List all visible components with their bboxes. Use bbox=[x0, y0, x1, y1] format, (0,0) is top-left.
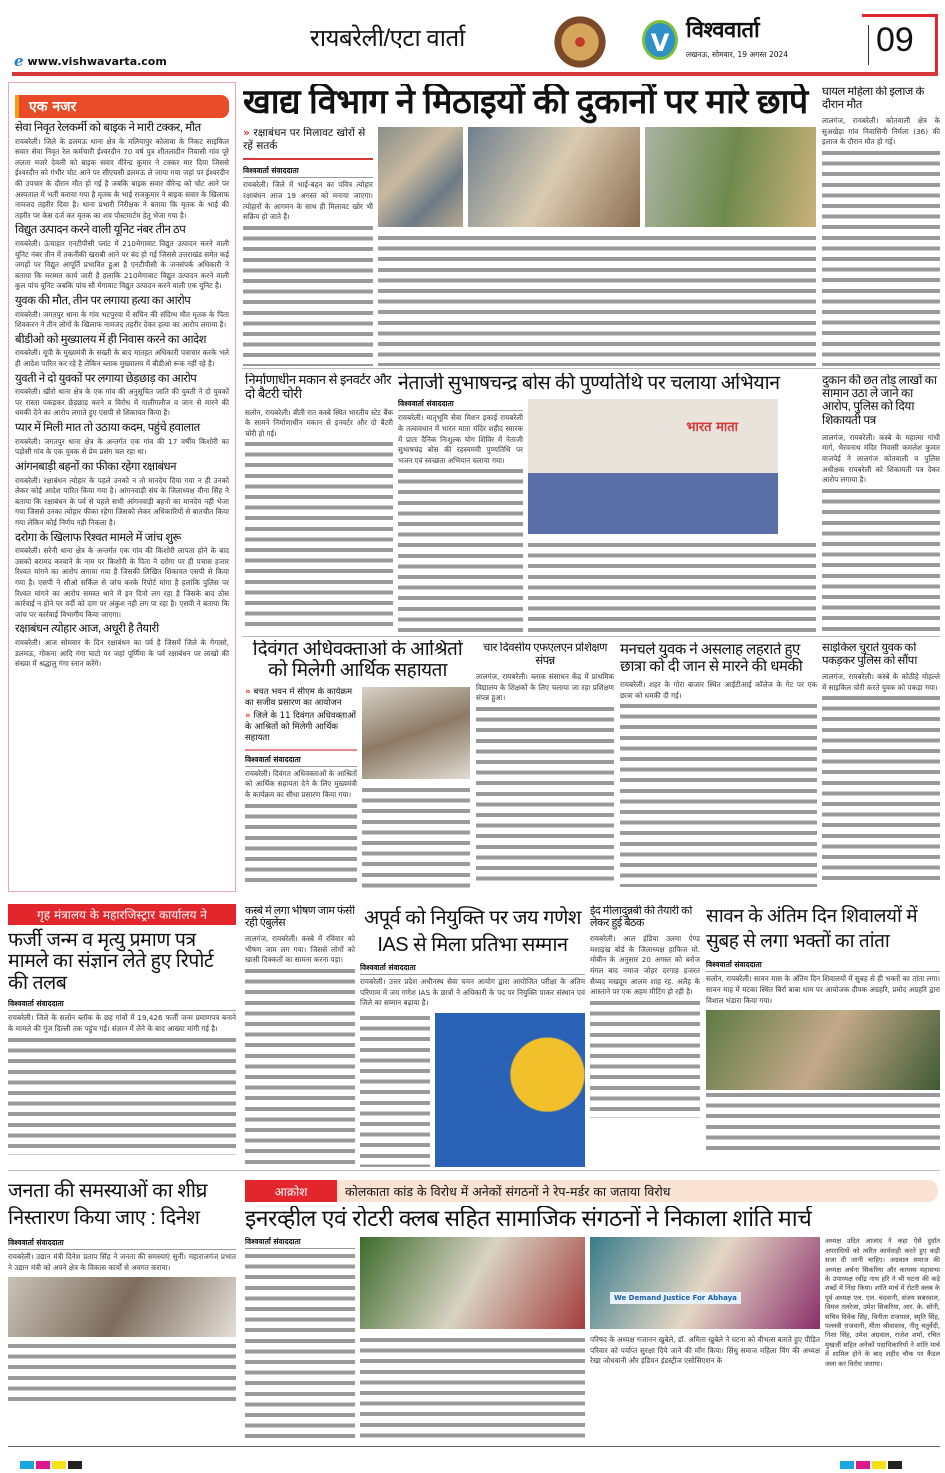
text-lines bbox=[8, 1341, 236, 1401]
article-headline: चार दिवसीय एफएलएन प्रशिक्षण संपन्न bbox=[483, 642, 607, 667]
text-lines bbox=[476, 704, 614, 887]
article-janata bbox=[8, 1178, 236, 1443]
aakrosh-kicker: कोलकाता कांड के विरोध में अनेकों संगठनों ने रेप-मर्डर का जताया विरोध bbox=[345, 1183, 671, 1199]
text-lines bbox=[590, 998, 700, 1118]
article-text: लालगंज, रायबरेली। कस्बे में रविवार को भीषण जाम लग गया। जिससे लोगों को खासी दिक्कतों का सामना करना पड़ा। bbox=[245, 934, 355, 965]
article-text: लालगंज, रायबरेली। कोतवाली क्षेत्र के सुअखेड़ा गांव निवासिनी निर्मला (36) की इलाज के दौरान मौत हो गई। bbox=[822, 116, 940, 147]
article-headline: साइकिल चुराते युवक को पकड़कर पुलिस को सौंपा bbox=[822, 642, 917, 667]
nazar-text: रायबरेली। रक्षाबंधन त्योहार के पहले उनको न तो मानदेय दिया गया न ही उनको लेकर कोई आदेश पारित किया गया है। आंगनवाड़ी संघ के जिलाध्यक्ष वीना सिंह ने बताया कि रक्षाबंधन के पर्व से पहले सभी आंगनवाड़ी बहनो का मानदेय नही भेजा गया जिससे उनका त्योहार फीका रहेगा जिसको लेकर अधिकारियों से बातचीत किया गया लेकिन कोई निर्णय नही निकला है। bbox=[15, 475, 229, 527]
bullet-text: जिले के 11 दिवंगत अधिवक्ताओं के आश्रितों को मिलेगी आर्थिक सहायता bbox=[245, 710, 356, 743]
aakrosh-tag: आक्रोश bbox=[245, 1180, 337, 1202]
browser-icon: e bbox=[14, 52, 24, 70]
article-netaji bbox=[398, 373, 816, 633]
ek-nazar-banner: एक नजर bbox=[15, 95, 229, 118]
netaji-photo bbox=[528, 399, 778, 534]
lead-photo-2 bbox=[468, 127, 640, 227]
lead-text: रायबरेली। जिले में भाई-बहन का पवित्र त्योहार रक्षाबंधन आज 19 अगस्त को मनाया जाएगा। त्योहारों के आगमन के साथ ही मिलावट खोर भी सक्रिय हो जाते हैं। bbox=[243, 180, 373, 222]
byline: विश्ववार्ता संवाददाता bbox=[398, 399, 523, 411]
header-rule bbox=[12, 72, 938, 76]
page-number-box bbox=[862, 14, 938, 74]
article-text: रायबरेली। उद्यान मंत्री दिनेश प्रताप सिंह ने जनता की समस्याएं सुनीं। महाराजगंज प्रभात ने उद्यान मंत्री को अपने क्षेत्र के विकास कार्यों से अवगत कराया। bbox=[8, 1252, 236, 1272]
nazar-text: रायबरेली। आज सोमवार के दिन रक्षाबंधन का पर्व है जिसमें जिले के गेगासो, डलमऊ, गोकना आदि गंगा घाटो पर जहां पूर्णिमा के पर्व रक्षाबंधन पर लाखो की संख्या में श्रद्धालु गंगा स्नान करेंगे। bbox=[15, 637, 229, 669]
lead-photo-3 bbox=[645, 127, 817, 227]
nazar-headline: बीडीओ को मुख्यालय में ही निवास करने का आदेश bbox=[15, 333, 206, 346]
article-fake-certificates bbox=[8, 904, 236, 1166]
netaji-headline: नेताजी सुभाषचन्द्र बोस की पुण्यतिथि पर चलाया अभियान bbox=[398, 373, 780, 394]
nazar-text: रायबरेली। खीरो थाना क्षेत्र के एक गांव की अनुसूचित जाति की युवती ने दो युवकों पर रास्ता पकड़कर छेड़छाड़ करने व विरोध में गालीगलौज व जान से मारने की धमकी देने का आरोप लगाते हुए एसपी से शिकायत किया है। bbox=[15, 387, 229, 418]
article-headline: दुकान की छत तोड़ लाखों का सामान उठा ले जाने का आरोप, पुलिस को दिया शिकायती पत्र bbox=[822, 374, 937, 427]
article-aakrosh bbox=[245, 1206, 940, 1444]
apurva-photo bbox=[435, 1013, 585, 1167]
article-text: रायबरेली। जिले के सलोन ब्लॉक के छह गांवों में 19,426 फर्जी जन्म प्रमाणपत्र बनाने के मामले की गूंज दिल्ली तक पहुंच गई। संज्ञान में लेने के बाद आख्या मांगी गई है। bbox=[8, 1013, 236, 1033]
march-photo-1 bbox=[360, 1237, 585, 1329]
aakrosh-left-text bbox=[245, 1237, 355, 1444]
aakrosh-kicker-bar bbox=[245, 1180, 938, 1202]
website-url[interactable]: e www.vishwavarta.com bbox=[14, 52, 167, 70]
article-headline: जनता की समस्याओं का शीघ्र निस्तारण किया जाए : दिनेश bbox=[8, 1180, 207, 1229]
byline: विश्ववार्ता संवाददाता bbox=[360, 963, 585, 975]
byline: विश्ववार्ता संवाददाता bbox=[245, 1237, 355, 1249]
article-text: सलोन, रायबरेली। सावन मास के अंतिम दिन शिवालयों में सुबह से ही भक्तों का तांता लगा। सावन माह में मटका स्थित बिर्रा बाबा धाम पर आयोजक दीपक अग्रहरि, प्रमोद अग्रहरि द्वारा विशाल भंडारा किया गया। bbox=[706, 974, 940, 1005]
dateline: लखनऊ, सोमवार, 19 अगस्त 2024 bbox=[686, 50, 789, 59]
aakrosh-text-2: अध्यक्ष उदित आजाद ने कहा ऐसे दुर्दांत अपराधियों को त्वरित कार्यवाही करते हुए कड़ी सजा दी जानी चाहिए। अग्रवाल समाज की अध्यक्ष अर्चना सिकरिया और कायस्थ महासभा के उपाध्यक्ष रवींद्र नाथ हरि ने भी घटना की कड़े शब्दों में निंदा किया। शांति मार्च में रोटरी क्लब के पूर्व अध्यक्ष एल. एल. चंदवानी, संजय सबरवाल, विमल तलरेजा, उमेश सिकरिया, आर. के. सोनी, सचिव विवेक सिंह, विनीता राजपाल, स्मृति सिंह, पल्लवी राजवानी, मीता श्रीवास्तव, नीतू चतुर्वेदी, निशा सिंह, उमेश अग्रवाल, राजेश शर्मा, रचित मुखर्जी सहित अनेकों पदाधिकारियों ने शांति मार्च में शामिल होने के बाद शहीद चौक पर कैंडल जला कर विरोध जताया। bbox=[825, 1237, 940, 1368]
text-lines bbox=[822, 693, 940, 883]
nazar-headline: प्यार में मिली मात तो उठाया कदम, पहुंचे हवालात bbox=[15, 422, 200, 435]
nazar-headline: रक्षाबंधन त्योहार आज, अधूरी है तैयारी bbox=[15, 623, 159, 636]
nazar-text: रायबरेली। ऊंचाहार एनटीपीसी प्लांट में 210मेगावाट विद्युत उत्पादन करने वाली यूनिट नंबर तीन में तकनीकी खराबी आने पर बंद हो गई जिससे उत्तराखंड समेत कई जगहों पर विद्युत आपूर्ति प्रभावित हुआ है एनटीपीसी के जनसंपर्क अधिकारी ने बताया कि मरम्मत कार्य जारी है हलाकि 210मेगावाट विद्युत उत्पादन करने वाली कुल पांच यूनिट जबकि पांच सौ मेगावाट विद्युत उत्पादन करने वाली एक यूनिट है। bbox=[15, 239, 229, 291]
article-text: लालगंज, रायबरेली। कस्बे के महात्मा गांधी मार्ग, भैरवनाथ मंदिर निवासी कमलेश कुमार वाजपेई ने लालगंज कोतवाली व पुलिस अधीक्षक रायबरेली को शिकायती पत्र देकर आरोप लगाया है। bbox=[822, 432, 940, 485]
registration-marks-left bbox=[20, 1454, 84, 1473]
nazar-text: रायबरेली। जगतपुर थाना के गांव भटपुरवा में सचिन की संदिग्ध मौत मृतक के पिता शिवकरन ने तीन लोगों के खिलाफ नामजद तहरीर देकर हत्या का आरोप लगाया है। bbox=[15, 309, 229, 330]
text-lines bbox=[822, 148, 940, 366]
article-text: रायबरेली। दिवंगत अधिवक्ताओं के आश्रितों को आर्थिक सहायता देने के लिए मुख्यमंत्री के कार्यक्रम का सीधा प्रसारण किया गया। bbox=[245, 768, 357, 799]
march-photo-2 bbox=[590, 1237, 820, 1329]
article-apurva bbox=[360, 905, 585, 1167]
article-cycle-thief bbox=[822, 642, 940, 887]
aakrosh-text: परिषद के अध्यक्ष गजानन खुबेले, डॉ. अमिता खुबेले ने घटना को वीभत्स बताते हुए पीड़ित परिवार को पर्याप्त सुरक्षा दिये जाने की माँग किया। सिंधु समाज महिला विंग की अध्यक्ष रेखा जोधवानी और इंडियन इंडस्ट्रीज एसोसिएशन के bbox=[590, 1335, 820, 1366]
article-text: लालगंज, रायबरेली। कस्बे के कोठीहे मोहल्ले में साइकिल चोरी करते युवक को पकड़ा गया। bbox=[822, 672, 940, 692]
nazar-headline: दरोगा के खिलाफ रिश्वत मामले में जांच शुरू bbox=[15, 531, 181, 544]
text-lines bbox=[620, 701, 817, 887]
page-number: 09 bbox=[876, 21, 914, 59]
byline: विश्ववार्ता संवाददाता bbox=[243, 166, 373, 178]
chevron-icon: » bbox=[245, 686, 254, 697]
lead-sidebar bbox=[243, 127, 373, 366]
bullet-text: बचत भवन में सीएम के कार्यक्रम का सजीव प्रसारण का आयोजन bbox=[245, 686, 353, 708]
apurva-headline: अपूर्व को नियुक्ति पर जय गणेश IAS से मिला प्रतिभा सम्मान bbox=[363, 907, 582, 956]
nazar-text: रायबरेली। जगतपुर थाना क्षेत्र के अन्तर्गत एक गांव की 17 वर्षीय किशोरी का पड़ोसी गांव के एक युवक से प्रेम प्रसंग चल रहा था। bbox=[15, 436, 229, 457]
rakhi-illustration bbox=[545, 12, 615, 72]
article-text: लालगंज, रायबरेली। ब्लाक संसाधन केंद्र में प्राथमिक विद्यालय के शिक्षकों के लिए चलाया जा रहा प्रशिक्षण संपन्न हुआ। bbox=[476, 672, 614, 703]
text-lines bbox=[706, 1090, 940, 1150]
nazar-text: रायबरेली। सरेनी थाना क्षेत्र के अन्तर्गत एक गांव की किशोरी लापता होने के बाद उसको बरामद करवाने के नाम पर किशोरी के पिता ने दरोगा पर ही पचास हजार रिश्वत मांगने का आरोप लगाया गया है जिसकी लिखित शिकायत एसपी से किया गया है। एसपी ने सीओ सर्किल से जांच करके रिपोर्ट मांगा है हलांकि पुलिस पर रिश्वत मांगने का आरोप समस्त थाने में इन दिनो लग रहा है जिसके बाद ठोस कार्रवाई न होने पर वर्दी को दाग पर अंकुश नही लग पा रहा है। एसपी ने बताया कि जांच पर कार्रवाई विभागीय किया जाएगा। bbox=[15, 546, 229, 619]
article-headline: निर्माणाधीन मकान से इनवर्टर और दो बैटरी चोरी bbox=[245, 373, 391, 402]
chevron-icon: » bbox=[245, 710, 254, 721]
nazar-headline: युवती ने दो युवकों पर लगाया छेड़छाड़ का आरोप bbox=[15, 372, 197, 385]
brand-logo-icon: V bbox=[642, 20, 678, 60]
lead-photo-1 bbox=[378, 127, 463, 227]
chevron-icon: » bbox=[243, 127, 254, 140]
byline: विश्ववार्ता संवाददाता bbox=[8, 1238, 236, 1250]
nazar-text: रायबरेली। यूपी के मुख्यमंत्री के सख्ती के बाद मातहत अधिकारी पत्राचार करके भले ही आदेश पारित कर रहे है लेकिन ब्लाक मुख्यालय में बीडीओ रूक नहीं रहे है। bbox=[15, 348, 229, 369]
article-headline: ईद मीलादुन्नबी की तैयारी को लेकर हुई बैठक bbox=[590, 905, 692, 930]
text-lines bbox=[243, 223, 373, 366]
divider bbox=[8, 1446, 940, 1447]
photo-label: भारत माता bbox=[686, 420, 738, 436]
article-text: सलोन, रायबरेली। बीती रात कस्बे स्थित भारतीय स्टेट बैंक के सामने निर्माणाधीन मकान से इनवर्टर और दो बैटरी चोरी हो गई। bbox=[245, 407, 393, 438]
article-sawan bbox=[706, 905, 940, 1167]
article-inverter-theft bbox=[245, 373, 393, 633]
article-headline: मनचले युवक ने असलाह लहराते हुए छात्रा को दी जान से मारने की धमकी bbox=[620, 642, 803, 675]
text-lines bbox=[822, 486, 940, 634]
divider bbox=[242, 636, 940, 637]
byline: विश्ववार्ता संवाददाता bbox=[706, 960, 940, 972]
article-headline: सावन के अंतिम दिन शिवालयों में सुबह से लगा भक्तों का तांता bbox=[706, 906, 918, 952]
protest-banner-text: We Demand Justice For Abhaya bbox=[610, 1292, 741, 1304]
lead-text-lines bbox=[378, 233, 816, 366]
ek-nazar-column bbox=[8, 82, 236, 892]
lead-highlight: रक्षाबंधन पर मिलावट खोरों से रहें सतर्क bbox=[243, 127, 366, 153]
article-headline: फर्जी जन्म व मृत्यु प्रमाण पत्र मामले का संज्ञान लेते हुए रिपोर्ट की तलब bbox=[8, 929, 214, 994]
section-title: रायबरेली/एटा वार्ता bbox=[310, 25, 465, 52]
divider bbox=[242, 368, 940, 369]
article-traffic-jam bbox=[245, 905, 355, 1167]
text-lines bbox=[245, 966, 355, 1166]
bullet-item bbox=[245, 687, 357, 709]
adhivakta-photo bbox=[362, 687, 470, 779]
netaji-text-lines bbox=[528, 540, 816, 633]
text-lines bbox=[245, 1251, 355, 1444]
brand-name: विश्ववार्ता bbox=[686, 17, 760, 42]
text-lines bbox=[398, 466, 523, 633]
adhivakta-text-lines bbox=[362, 785, 470, 888]
bullet-item bbox=[245, 711, 357, 744]
article-text: रायबरेली। आल इंडिया उलमा ऐण्ड मशाइख बोर्ड के जिलाध्यक्ष हाफिज मो. मोबीन के अनुसार 20 अगस्त को बरोज मंगल बाद नमाज जोहर दरगाह हजरत सैय्यद मखदूम आलम शाह रह. अलैह के आस्ताने पर एक अहम मीटिंग हो रही है। bbox=[590, 934, 700, 997]
nazar-headline: सेवा निवृत रेलकर्मी को बाइक ने मारी टक्कर, मौत bbox=[15, 122, 201, 134]
nazar-headline: युवक की मौत, तीन पर लगाया हत्या का आरोप bbox=[15, 295, 191, 307]
kicker-banner: गृह मंत्रालय के महारजिस्ट्रार कार्यालय ने bbox=[8, 904, 236, 925]
adhivakta-headline: दिवंगत अधिवक्ताओं के आश्रितों को मिलेगी आर्थिक सहायता bbox=[252, 640, 463, 681]
article-headline: घायल महिला की इलाज के दौरान मौत bbox=[822, 86, 924, 111]
janata-photo bbox=[8, 1277, 236, 1337]
article-manchale bbox=[620, 642, 817, 887]
article-text: रायबरेली। शहर के गोरा बाजार स्थित आईटीआई कॉलेज के गेट पर एक छात्रा को धमकी दी गई। bbox=[620, 680, 817, 700]
registration-marks-right bbox=[840, 1454, 904, 1473]
article-headline: कस्बे में लगा भीषण जाम फंसी रही एंबुलेंस bbox=[245, 905, 355, 930]
apurva-text-lines bbox=[360, 1013, 430, 1167]
nazar-headline: आंगनबाड़ी बहनों का फीका रहेगा रक्षाबंधन bbox=[15, 460, 176, 473]
lead-headline: खाद्य विभाग ने मिठाइयों की दुकानों पर मारे छापे bbox=[243, 84, 808, 121]
divider bbox=[8, 1170, 940, 1171]
side-article-injured-woman bbox=[822, 86, 940, 366]
article-text: रायबरेली। उत्तर प्रदेश अधीनस्थ सेवा चयन आयोग द्वारा आयोजित परीक्षा के अंतिम परिणाम में जय गणेश IAS के छात्रों ने अधिकारी के पद पर नियुक्ति पाकर संस्थान एवं जिले का सम्मान बढ़ाया है। bbox=[360, 977, 585, 1008]
sawan-photo bbox=[706, 1010, 940, 1090]
text-lines bbox=[8, 1035, 236, 1155]
aakrosh-headline: इनरव्हील एवं रोटरी क्लब सहित सामाजिक संगठनों ने निकाला शांति मार्च bbox=[245, 1206, 812, 1231]
nazar-text: रायबरेली। जिले के डलमऊ थाना क्षेत्र के मलियापुर कोलावा के निकट साइकिल सवार सेवा निवृत रेल कर्मचारी ईश्वरदीन 70 वर्ष पुत्र शीतलादीन निवासी गांव पूरे ललता मजरे देवली को बाइक सवार वीरेन्द्र कुमार ने टक्कर मार दिया जिससे ईश्वरदीन को गंभीर चोट आने पर सीएचसी डलमऊ ले जाया गया जहां पर ईश्वरदीन की उपचार के दौरान मौत हो गई है जबकि बाइक सवार वीरेन्द्र को चोट आने पर अस्पताल में भर्ती कराया गया है मृतक के भाई राजकुमार ने बाइक सवार के खिलाफ नामजद तहरीर दिया है। थाना प्रभारी निरीक्षक ने बताया कि मृतक के भाई की तहरीर पर केस दर्ज कर मृतक का शव पोस्टमार्टम हेतु भेजा गया है। bbox=[15, 136, 229, 220]
article-shop-theft bbox=[822, 374, 940, 634]
march-text-lines bbox=[360, 1335, 585, 1444]
article-eid-meeting bbox=[590, 905, 700, 1167]
byline: विश्ववार्ता संवाददाता bbox=[245, 755, 357, 767]
nazar-headline: विद्युत उत्पादन करने वाली यूनिट नंबर तीन ठप bbox=[15, 224, 186, 237]
article-adhivakta bbox=[245, 640, 470, 888]
lead-section bbox=[243, 84, 816, 366]
article-fln-training bbox=[476, 642, 614, 887]
text-lines bbox=[245, 801, 357, 888]
article-text: रायबरेली। मातृभूमि सेवा मिशन इकाई रायबरेली के तत्वावधान में भारत माता मंदिर शहीद स्मारक में प्रातः दैनिक निःशुल्क योग शिविर में नेताजी सुभाषचंद्र बोस की रहस्यमयी पुण्यतिथि पर भजन एवं स्वच्छता अभियान चलाया गया। bbox=[398, 413, 523, 465]
text-lines bbox=[245, 439, 393, 633]
byline: विश्ववार्ता संवाददाता bbox=[8, 999, 236, 1011]
